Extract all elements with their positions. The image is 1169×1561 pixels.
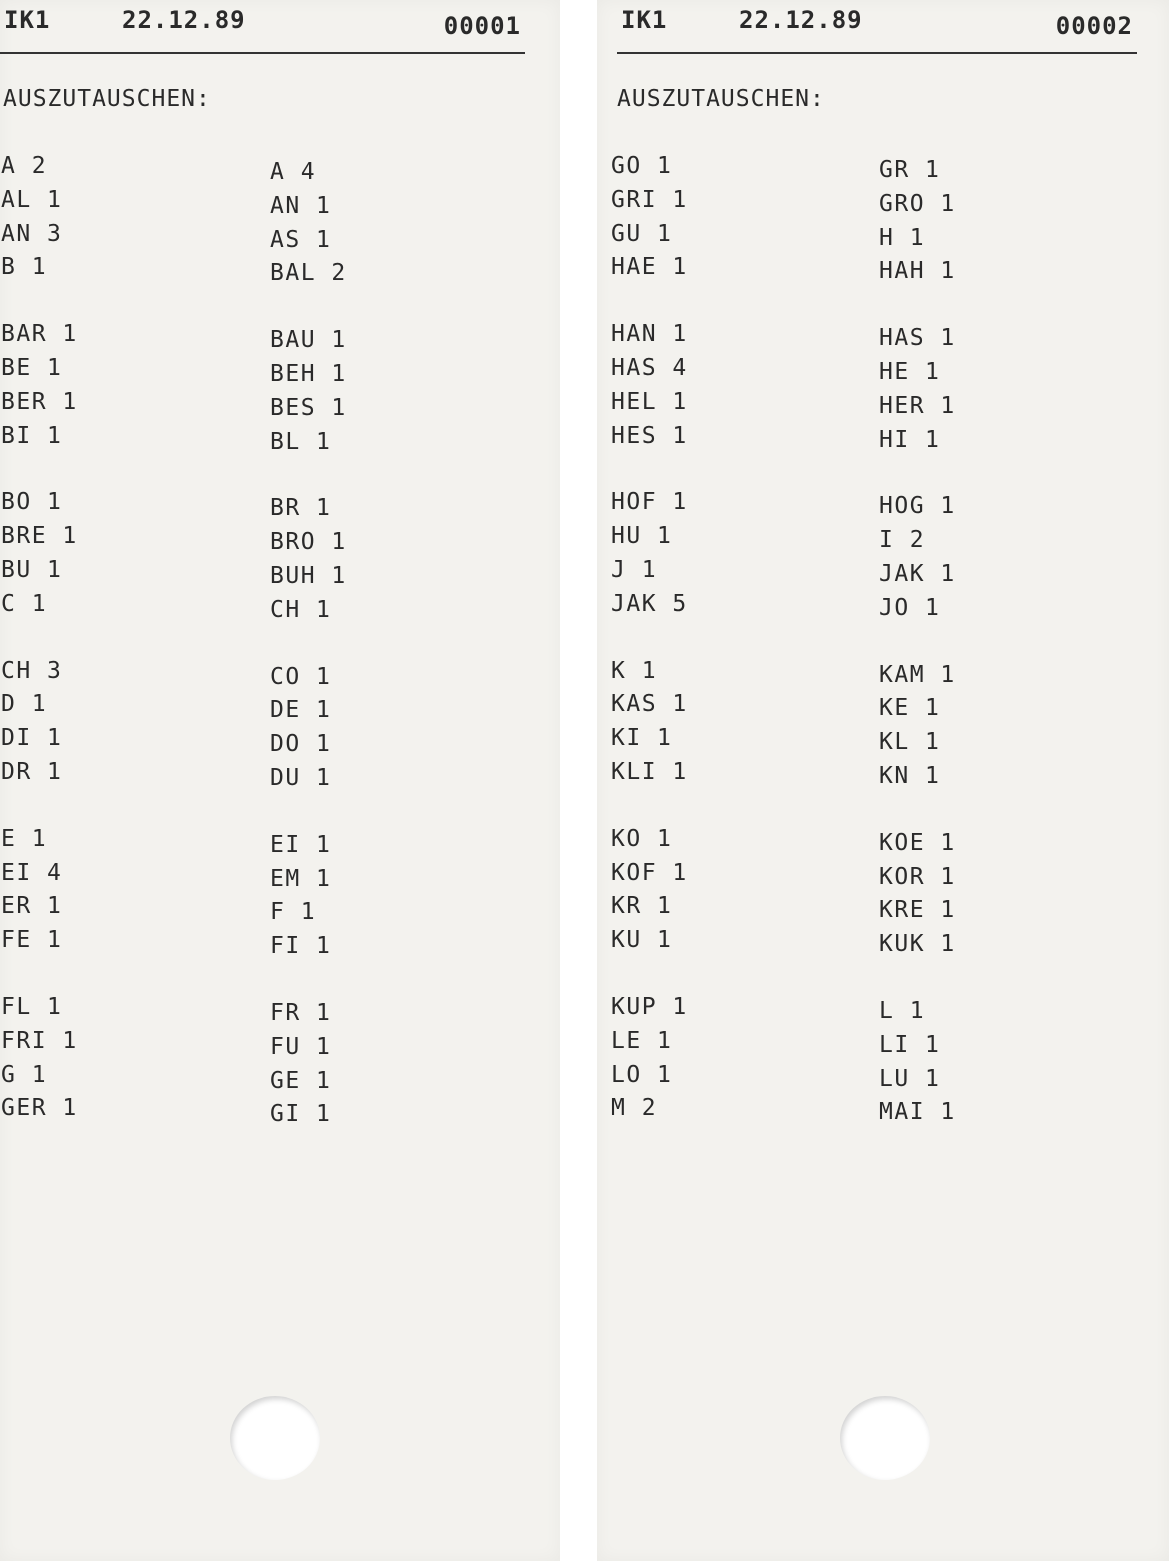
card-label: AUSZUTAUSCHEN:: [617, 86, 825, 112]
entry-block: [611, 150, 841, 285]
list-item: BU 1: [1, 556, 63, 583]
list-item: H 1: [879, 224, 926, 251]
list-item: E 1: [1, 825, 48, 852]
list-item: KRE 1: [879, 897, 956, 924]
entry-block: [611, 991, 841, 1126]
list-item: FE 1: [1, 927, 63, 954]
list-item: JAK 5: [611, 590, 688, 617]
list-item: HES 1: [611, 422, 688, 449]
punch-hole: [230, 1396, 320, 1480]
list-item: EI 1: [270, 831, 332, 858]
list-item: BR 1: [270, 495, 332, 522]
entry-block: [270, 492, 500, 627]
list-item: HER 1: [879, 392, 956, 419]
page-gap: [560, 0, 597, 1561]
card-number: 00002: [1055, 12, 1133, 40]
card-date: 22.12.89: [122, 6, 246, 34]
list-item: KN 1: [879, 762, 941, 789]
list-item: HAN 1: [611, 321, 688, 348]
list-item: GU 1: [611, 220, 673, 247]
list-item: JAK 1: [879, 560, 956, 587]
list-item: HOG 1: [879, 493, 956, 520]
list-item: BER 1: [1, 388, 78, 415]
list-item: FU 1: [270, 1033, 332, 1060]
list-item: KI 1: [611, 725, 673, 752]
list-item: GE 1: [270, 1067, 332, 1094]
list-item: HE 1: [879, 358, 941, 385]
list-item: KOE 1: [879, 829, 956, 856]
index-card-2: [597, 0, 1169, 1561]
list-item: DI 1: [1, 725, 63, 752]
entry-block: [270, 661, 500, 796]
right-column: [270, 156, 500, 1165]
list-item: KLI 1: [611, 758, 688, 785]
list-item: BRO 1: [270, 529, 347, 556]
list-item: EM 1: [270, 865, 332, 892]
list-item: KR 1: [611, 893, 673, 920]
list-item: CO 1: [270, 663, 332, 690]
card-id: IK1: [621, 6, 668, 34]
list-item: K 1: [611, 657, 658, 684]
list-item: HEL 1: [611, 388, 688, 415]
list-item: KU 1: [611, 927, 673, 954]
card-header: [0, 0, 525, 54]
list-item: KAS 1: [611, 691, 688, 718]
list-item: AS 1: [270, 226, 332, 253]
list-item: HI 1: [879, 426, 941, 453]
list-item: GRI 1: [611, 186, 688, 213]
list-item: LO 1: [611, 1061, 673, 1088]
entry-block: [1, 150, 231, 285]
list-item: DE 1: [270, 697, 332, 724]
list-item: BI 1: [1, 422, 63, 449]
list-item: A 4: [270, 159, 317, 185]
entry-block: [879, 490, 1109, 625]
list-item: M 2: [611, 1095, 658, 1122]
list-item: HAE 1: [611, 254, 688, 281]
list-item: I 2: [879, 527, 926, 554]
list-item: BRE 1: [1, 523, 78, 550]
entry-block: [1, 318, 231, 453]
entry-block: [879, 995, 1109, 1130]
list-item: FR 1: [270, 999, 332, 1026]
list-item: LI 1: [879, 1031, 941, 1058]
list-item: KE 1: [879, 695, 941, 722]
entry-block: [270, 324, 500, 459]
list-item: DO 1: [270, 731, 332, 758]
list-item: D 1: [1, 691, 48, 718]
list-item: HAS 1: [879, 325, 956, 352]
entry-block: [879, 322, 1109, 457]
list-item: A 2: [1, 153, 48, 179]
list-item: FRI 1: [1, 1027, 78, 1054]
list-item: KOR 1: [879, 863, 956, 890]
list-item: BO 1: [1, 489, 63, 516]
list-item: GER 1: [1, 1095, 78, 1122]
list-item: LE 1: [611, 1027, 673, 1054]
entry-block: [270, 997, 500, 1132]
list-item: FL 1: [1, 993, 63, 1020]
list-item: AL 1: [1, 186, 63, 213]
list-item: BUH 1: [270, 562, 347, 589]
entry-block: [1, 655, 231, 790]
list-item: HOF 1: [611, 489, 688, 516]
entry-block: [270, 829, 500, 964]
list-item: GI 1: [270, 1101, 332, 1128]
list-item: BL 1: [270, 428, 332, 455]
list-item: MAI 1: [879, 1099, 956, 1126]
list-item: CH 1: [270, 596, 332, 623]
entry-block: [611, 318, 841, 453]
list-item: FI 1: [270, 933, 332, 960]
entry-block: [879, 154, 1109, 289]
list-item: GRO 1: [879, 190, 956, 217]
list-item: BEH 1: [270, 360, 347, 387]
list-item: EI 4: [1, 859, 63, 886]
entry-block: [879, 827, 1109, 962]
list-item: F 1: [270, 899, 317, 926]
entry-block: [611, 823, 841, 958]
list-item: BAL 2: [270, 260, 347, 287]
list-item: G 1: [1, 1061, 48, 1088]
entry-block: [1, 991, 231, 1126]
entry-block: [611, 486, 841, 621]
list-item: DU 1: [270, 764, 332, 791]
list-item: L 1: [879, 997, 926, 1024]
list-item: HAH 1: [879, 258, 956, 285]
list-item: LU 1: [879, 1065, 941, 1092]
list-item: KUP 1: [611, 993, 688, 1020]
list-item: KAM 1: [879, 661, 956, 688]
list-item: KOF 1: [611, 859, 688, 886]
list-item: B 1: [1, 254, 48, 281]
list-item: BE 1: [1, 354, 63, 381]
entry-block: [270, 156, 500, 291]
list-item: AN 1: [270, 192, 332, 219]
list-item: GR 1: [879, 157, 941, 183]
list-item: DR 1: [1, 758, 63, 785]
card-label: AUSZUTAUSCHEN:: [3, 86, 211, 112]
list-item: AN 3: [1, 220, 63, 247]
card-number: 00001: [443, 12, 521, 40]
card-id: IK1: [4, 6, 51, 34]
index-card-1: [0, 0, 560, 1561]
list-item: BAU 1: [270, 327, 347, 354]
list-item: CH 3: [1, 657, 63, 684]
left-column: [611, 150, 841, 1159]
list-item: HAS 4: [611, 354, 688, 381]
list-item: HU 1: [611, 523, 673, 550]
list-item: KL 1: [879, 729, 941, 756]
card-header: [617, 0, 1137, 54]
left-column: [1, 150, 231, 1159]
list-item: ER 1: [1, 893, 63, 920]
entry-block: [1, 823, 231, 958]
list-item: KUK 1: [879, 931, 956, 958]
card-date: 22.12.89: [739, 6, 863, 34]
list-item: JO 1: [879, 594, 941, 621]
punch-hole: [840, 1396, 930, 1480]
list-item: J 1: [611, 556, 658, 583]
entry-block: [1, 486, 231, 621]
list-item: BAR 1: [1, 321, 78, 348]
right-column: [879, 154, 1109, 1163]
list-item: C 1: [1, 590, 48, 617]
entry-block: [611, 655, 841, 790]
list-item: KO 1: [611, 825, 673, 852]
entry-block: [879, 659, 1109, 794]
list-item: BES 1: [270, 394, 347, 421]
list-item: GO 1: [611, 153, 673, 179]
